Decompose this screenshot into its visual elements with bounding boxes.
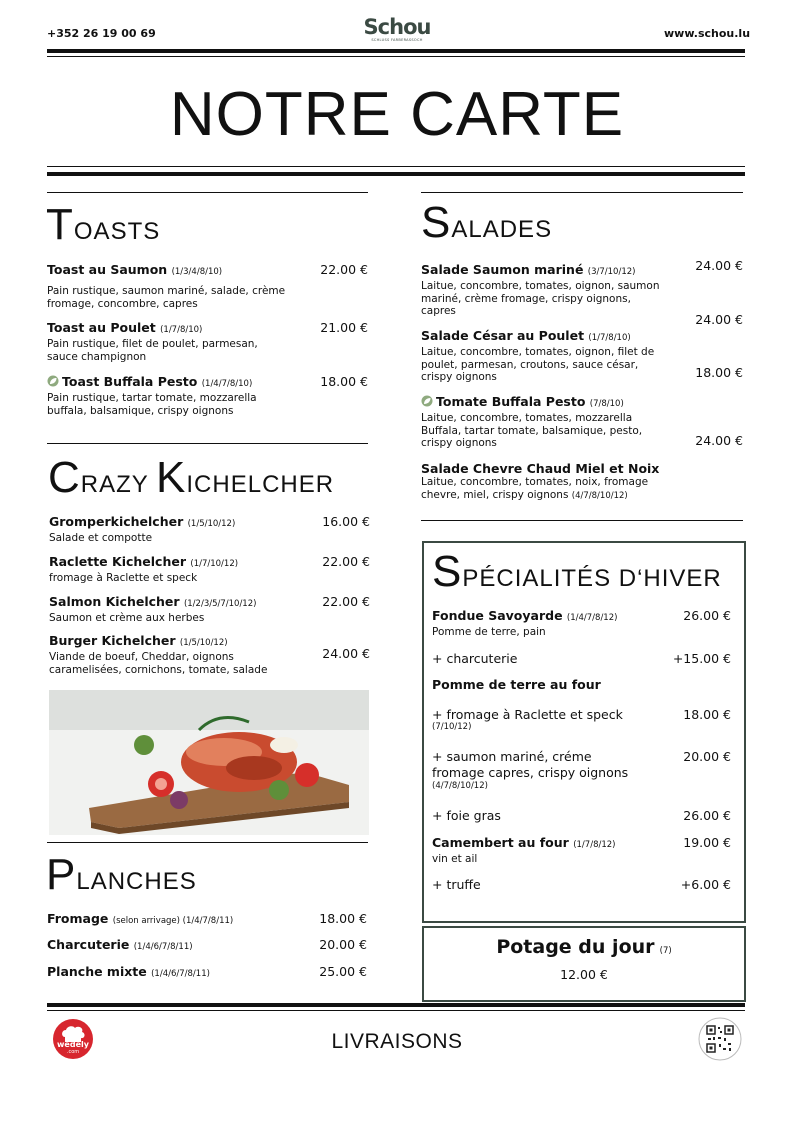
- schou-logo[interactable]: [360, 16, 434, 42]
- price-planche-charcuterie: 20.00 €: [319, 937, 367, 952]
- addon-truffe: + truffe: [432, 877, 481, 892]
- menu-item-toast-poulet: Toast au Poulet (1/7/8/10) Pain rustique, filet de poulet, parmesan, sauce champignon: [47, 320, 258, 363]
- price-gromperkichelcher: 16.00 €: [322, 514, 370, 529]
- section-title-specialites-hiver: SPÉCIALITÉS D‘HIVER: [432, 547, 722, 596]
- price-raclette-kichelcher: 22.00 €: [322, 554, 370, 569]
- menu-item-salade-cesar: Salade César au Poulet (1/7/8/10) Laitue, concombre, tomates, oignon, filet de poulet, parmesan, croutons, sauce césar, crispy oignons: [421, 328, 655, 383]
- salades-rule: [421, 192, 743, 193]
- price-burger-kichelcher: 24.00 €: [322, 646, 370, 661]
- price-toast-buffala: 18.00 €: [320, 374, 368, 389]
- price-salade-chevre: 24.00 €: [695, 433, 743, 448]
- website-link[interactable]: www.schou.lu: [664, 27, 751, 40]
- menu-item-gromperkichelcher: Gromperkichelcher (1/5/10/12) Salade et compotte: [49, 514, 236, 544]
- logo-word: Schou: [363, 15, 431, 39]
- menu-item-salmon-kichelcher: Salmon Kichelcher (1/2/3/5/7/10/12) Saumon et crème aux herbes: [49, 594, 257, 624]
- price-toast-saumon: 22.00 €: [320, 262, 368, 277]
- menu-item-camembert: Camembert au four (1/7/8/12) vin et ail: [432, 835, 616, 865]
- logo-subtitle: SCHLUSS FARBERASSOCH: [371, 38, 423, 42]
- price-fondue: 26.00 €: [683, 608, 731, 623]
- phone-number[interactable]: +352 26 19 00 69: [47, 27, 156, 40]
- menu-item-toast-saumon: Toast au Saumon (1/3/4/8/10) Pain rustique, saumon mariné, salade, crème fromage, concombre, capres: [47, 262, 286, 310]
- qr-code[interactable]: [698, 1017, 742, 1061]
- footer-rule-thin: [47, 1010, 745, 1011]
- header-rule-thick: [47, 49, 745, 53]
- title-rule-thick: [47, 172, 745, 176]
- price-addon-truffe: +6.00 €: [680, 877, 731, 892]
- addon-raclette: + fromage à Raclette et speck (7/10/12): [432, 707, 623, 732]
- addon-foie-gras: + foie gras: [432, 808, 501, 823]
- header-rule-thin: [47, 56, 745, 57]
- price-planche-mixte: 25.00 €: [319, 964, 367, 979]
- menu-item-raclette-kichelcher: Raclette Kichelcher (1/7/10/12) fromage à Raclette et speck: [49, 554, 239, 584]
- section-title-toasts: TOASTS: [46, 200, 161, 249]
- menu-item-planche-fromage: Fromage (selon arrivage) (1/4/7/8/11): [47, 911, 234, 926]
- menu-item-burger-kichelcher: Burger Kichelcher (1/5/10/12) Viande de boeuf, Cheddar, oignons caramelisées, cornichons, tomate, salade: [49, 633, 268, 676]
- hiver-rule: [421, 520, 743, 521]
- livraisons-label[interactable]: LIVRAISONS: [331, 1030, 463, 1053]
- price-addon-foie-gras: 26.00 €: [683, 808, 731, 823]
- toasts-rule: [47, 192, 368, 193]
- price-addon-raclette: 18.00 €: [683, 707, 731, 722]
- price-addon-charcuterie: +15.00 €: [672, 651, 731, 666]
- wedely-text: wedely: [57, 1040, 89, 1049]
- menu-item-salade-saumon: Salade Saumon mariné (3/7/10/12) Laitue, concombre, tomates, oignon, saumon mariné, crème fromage, crispy oignons, capres: [421, 262, 660, 317]
- planches-rule: [47, 842, 368, 843]
- addon-charcuterie: + charcuterie: [432, 651, 518, 666]
- price-planche-fromage: 18.00 €: [319, 911, 367, 926]
- price-addon-saumon: 20.00 €: [683, 749, 731, 764]
- section-title-planches: PLANCHES: [46, 850, 197, 899]
- price-toast-poulet: 21.00 €: [320, 320, 368, 335]
- addon-saumon: + saumon mariné, créme fromage capres, crispy oignons (4/7/8/10/12): [432, 749, 629, 791]
- menu-item-salade-chevre: Salade Chevre Chaud Miel et Noix Laitue, concombre, tomates, noix, fromage chevre, miel, crispy oignons (4/7/8/10/12): [421, 461, 660, 501]
- footer-rule-thick: [47, 1003, 745, 1007]
- menu-item-fondue: Fondue Savoyarde (1/4/7/8/12) Pomme de terre, pain: [432, 608, 618, 638]
- price-salade-cesar: 24.00 €: [695, 312, 743, 327]
- menu-item-tomate-buffala: Tomate Buffala Pesto (7/8/10) Laitue, concombre, tomates, mozzarella Buffala, tartar tomate, balsamique, pesto, crispy oignons: [421, 394, 643, 449]
- menu-item-planche-mixte: Planche mixte (1/4/6/7/8/11): [47, 964, 210, 979]
- title-rule-thin: [47, 166, 745, 167]
- section-title-crazy-kichelcher: CRAZY KICHELCHER: [48, 453, 335, 502]
- price-camembert: 19.00 €: [683, 835, 731, 850]
- price-salmon-kichelcher: 22.00 €: [322, 594, 370, 609]
- section-title-salades: SALADES: [421, 198, 553, 247]
- page-title: NOTRE CARTE: [169, 80, 625, 149]
- kichelcher-rule: [47, 443, 368, 444]
- wedely-sub: .com: [66, 1049, 80, 1055]
- vegetarian-leaf-icon: [421, 395, 433, 407]
- pomme-de-terre-title: Pomme de terre au four: [432, 677, 601, 692]
- potage-price: 12.00 €: [560, 967, 608, 982]
- price-salade-saumon: 24.00 €: [695, 258, 743, 273]
- food-photo: [49, 690, 369, 835]
- menu-item-planche-charcuterie: Charcuterie (1/4/6/7/8/11): [47, 937, 193, 952]
- menu-item-toast-buffala: Toast Buffala Pesto (1/4/7/8/10) Pain rustique, tartar tomate, mozzarella buffala, balsamique, crispy oignons: [47, 374, 257, 417]
- vegetarian-leaf-icon: [47, 375, 59, 387]
- price-tomate-buffala: 18.00 €: [695, 365, 743, 380]
- potage-title: Potage du jour (7): [496, 936, 672, 958]
